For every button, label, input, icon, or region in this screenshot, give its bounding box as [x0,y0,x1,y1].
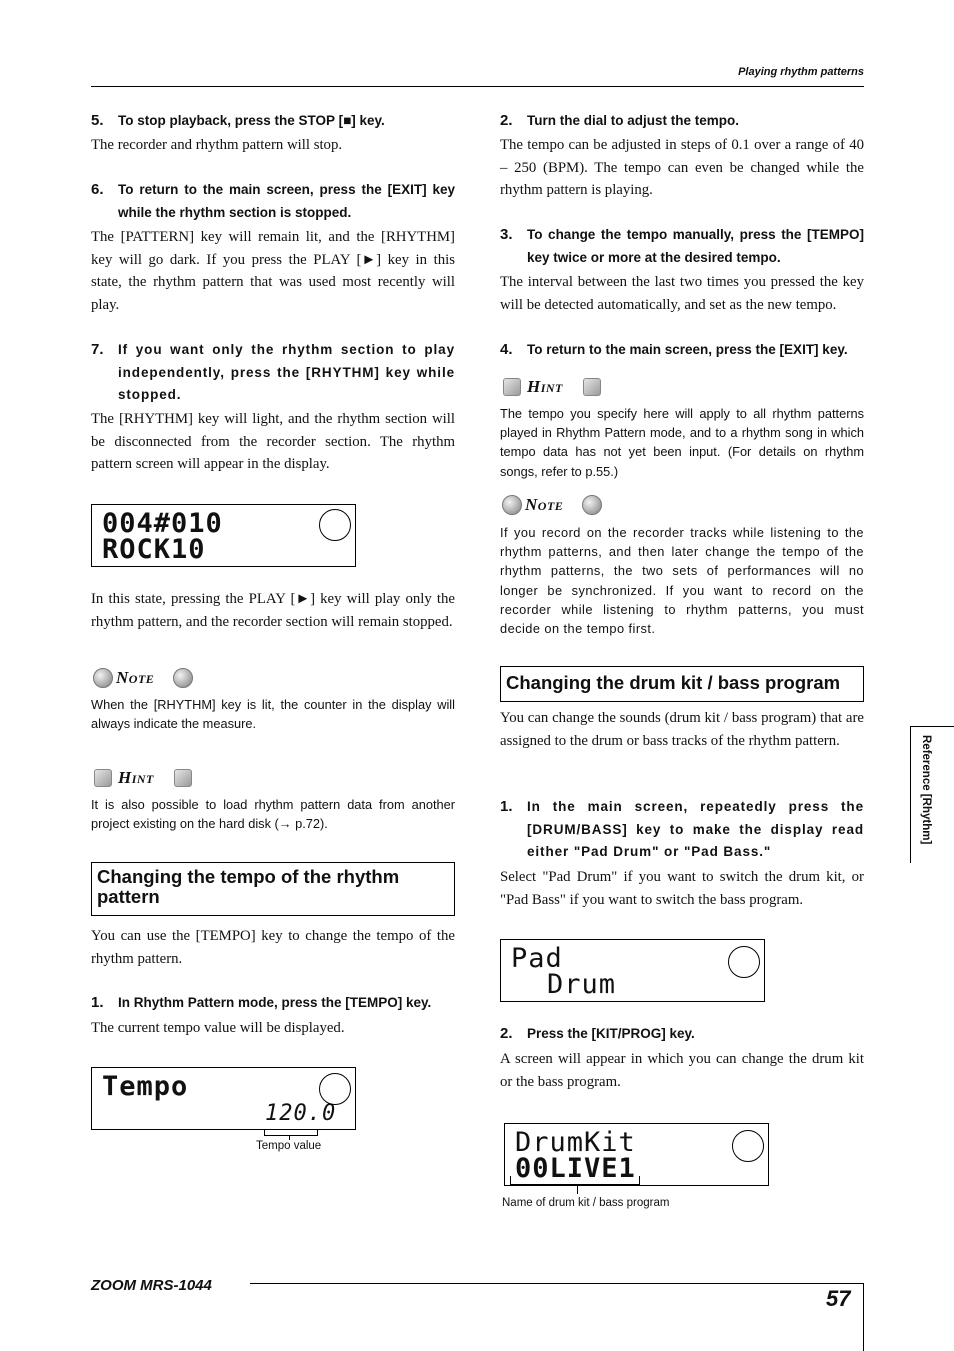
lcd-tempo [91,1067,356,1130]
step-number: 5. [91,112,104,129]
hint-word: Hint [527,377,563,396]
header-rule [91,86,864,87]
step-number: 3. [500,226,513,243]
hint-bullet-icon [583,378,601,396]
hint-label [94,767,204,789]
note-bullet-icon [502,495,522,515]
tempo-step-3-body: The interval between the last two times you pressed the key will be detected automatically, and set as the new tempo. [500,274,864,313]
tempo-step-1 [91,992,455,1015]
step-title: To return to the main screen, press the [EXIT] key while the rhythm section is stopped. [118,182,455,220]
step-6-body: The [PATTERN] key will remain lit, and the [RHYTHM] key will go dark. If you press the PLAY [►] key in this state, the rhythm pattern that was used most recently will play. [91,229,455,313]
play-paragraph: In this state, pressing the PLAY [►] key will play only the rhythm pattern, and the recorder section will remain stopped. [91,591,455,630]
hint-label [503,376,613,398]
note-bullet-icon [582,495,602,515]
step-number: 1. [500,798,513,815]
running-header: Playing rhythm patterns [738,66,864,78]
drum-intro: You can change the sounds (drum kit / bass program) that are assigned to the drum or bass tracks of the rhythm pattern. [500,710,864,749]
lcd-line-2: ROCK10 [102,534,206,565]
side-tab-label: Reference [Rhythm] [920,735,932,845]
tempo-step-2-body: The tempo can be adjusted in steps of 0.1 over a range of 40 – 250 (BPM). The tempo can even be changed while the rhythm pattern is playing. [500,137,864,198]
caption-leader [577,1185,578,1194]
footer-vertical-rule [863,1283,864,1351]
lcd-indicator-circle [319,1073,351,1105]
step-number: 1. [91,994,104,1011]
step-title: Press the [KIT/PROG] key. [527,1026,695,1041]
tempo-step-3 [500,224,864,269]
hint-bullet-icon [503,378,521,396]
section-heading-drum: Changing the drum kit / bass program [500,666,864,702]
drum-step-2-body: A screen will appear in which you can change the drum kit or the bass program. [500,1051,864,1090]
tempo-step-2 [500,110,864,133]
note-text: When the [RHYTHM] key is lit, the counter in the display will always indicate the measure. [91,697,455,732]
step-title: To return to the main screen, press the [EXIT] key. [527,342,848,357]
step-5-body: The recorder and rhythm pattern will stop. [91,137,343,153]
note-bullet-icon [93,668,113,688]
step-number: 6. [91,181,104,198]
step-number: 4. [500,341,513,358]
lcd-indicator-circle [319,509,351,541]
step-title: If you want only the rhythm section to play independently, press the [RHYTHM] key while stopped. [118,342,455,402]
tempo-intro: You can use the [TEMPO] key to change the tempo of the rhythm pattern. [91,928,455,967]
step-number: 7. [91,341,104,358]
step-title: To stop playback, press the STOP [■] key. [118,113,385,128]
section-heading-tempo: Changing the tempo of the rhythm pattern [91,862,455,916]
step-7-body: The [RHYTHM] key will light, and the rhythm section will be disconnected from the recorder section. The rhythm pattern screen will appear in the display. [91,411,455,472]
lcd-line-1: DrumKit [515,1127,636,1158]
step-title: To change the tempo manually, press the [TEMPO] key twice or more at the desired tempo. [527,227,864,265]
lcd-line-1: 004#010 [102,508,223,539]
drum-step-2 [500,1023,864,1046]
hint-word: Hint [118,768,154,787]
lcd-pad-drum [500,939,765,1002]
step-title: In Rhythm Pattern mode, press the [TEMPO] key. [118,995,432,1010]
lcd-line-2: Drum [547,969,617,1000]
footer-model: ZOOM MRS-1044 [91,1277,212,1294]
drum-step-1 [500,796,864,864]
hint-text: The tempo you specify here will apply to all rhythm patterns played in Rhythm Pattern mode, and to a rhythm song in which tempo data has not yet been input. (For details on rhythm songs, refer to p.55.) [500,406,864,479]
lcd-tempo-value: 120.0 [265,1101,337,1126]
lcd-line-2: 00LIVE1 [515,1153,636,1184]
drum-step-1-body: Select "Pad Drum" if you want to switch the drum kit, or "Pad Bass" if you want to switch the bass program. [500,869,864,908]
note-bullet-icon [173,668,193,688]
lcd-line-1: Pad [511,943,563,974]
step-number: 2. [500,1025,513,1042]
lcd-indicator-circle [728,946,760,978]
tempo-step-1-body: The current tempo value will be displayed. [91,1020,345,1036]
note-label [93,667,203,689]
step-6 [91,179,455,224]
page-number: 57 [826,1286,851,1311]
step-title: Turn the dial to adjust the tempo. [527,113,739,128]
hint-text: It is also possible to load rhythm pattern data from another project existing on the hard disk (→ p.72). [91,797,455,832]
caption-bracket [510,1176,640,1185]
tempo-step-4 [500,339,864,362]
caption-bracket [264,1129,318,1136]
step-number: 2. [500,112,513,129]
note-word: Note [525,495,564,514]
side-tab-box [910,726,954,863]
note-text: If you record on the recorder tracks while listening to the rhythm patterns, and then later change the tempo of the rhythm patterns, the two sets of performances will no longer be synchronized. If you want to record on the recorder while listening to rhythm patterns, you must decide on the tempo first. [500,525,864,637]
lcd-indicator-circle [732,1130,764,1162]
note-word: Note [116,668,155,687]
hint-bullet-icon [174,769,192,787]
hint-bullet-icon [94,769,112,787]
note-label [502,494,612,516]
footer-rule [250,1283,864,1284]
lcd-rhythm-pattern [91,504,356,567]
step-7 [91,339,455,407]
lcd-caption: Tempo value [256,1140,322,1152]
step-title: In the main screen, repeatedly press the [DRUM/BASS] key to make the display read either "Pad Drum" or "Pad Bass." [527,799,864,859]
step-5 [91,110,455,133]
lcd-caption: Name of drum kit / bass program [502,1197,670,1209]
lcd-line-1: Tempo [102,1071,189,1102]
